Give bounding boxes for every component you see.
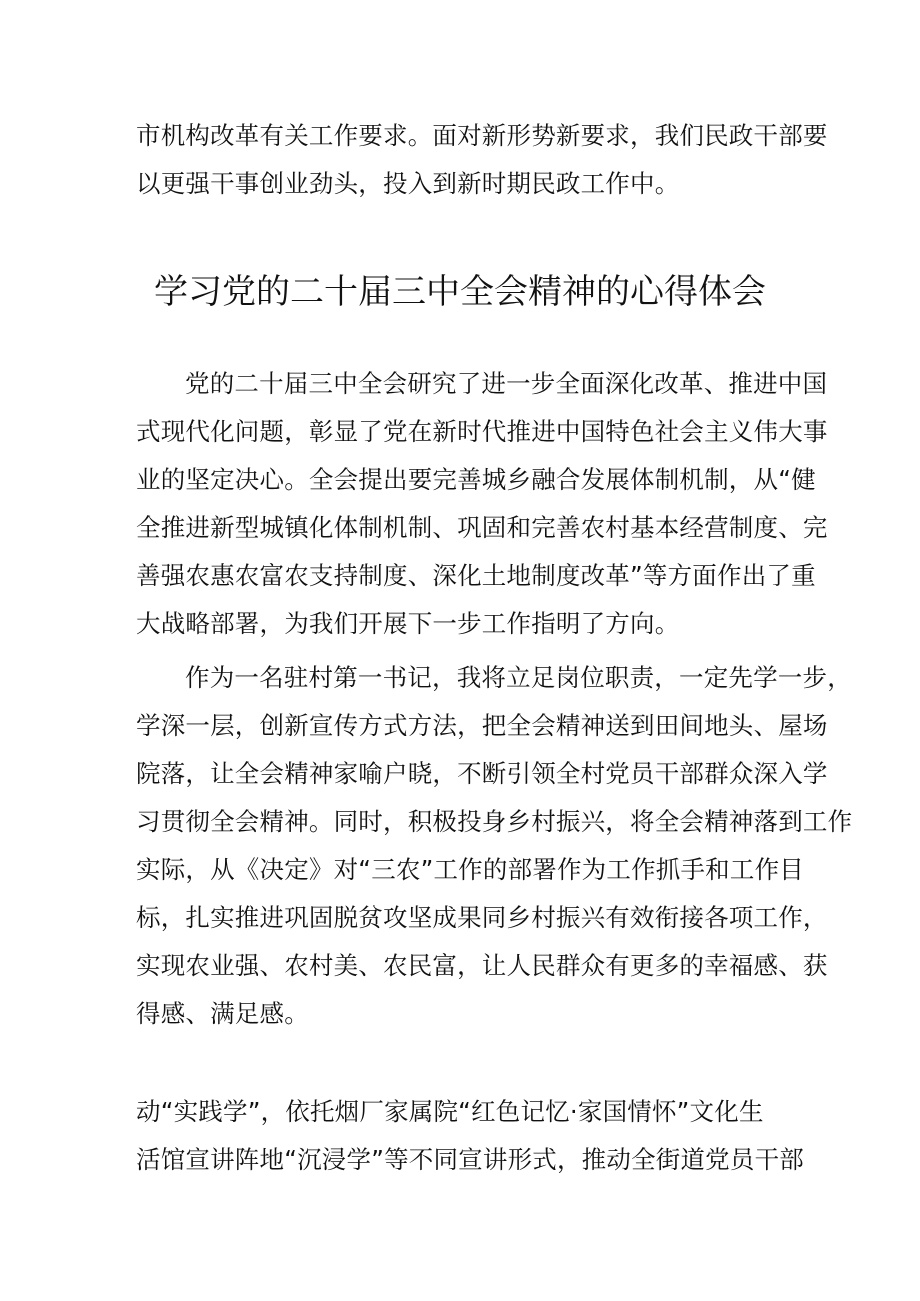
- text-line: 市机构改革有关工作要求。面对新形势新要求，我们民政干部要: [136, 121, 828, 150]
- text-line: 标，扎实推进巩固脱贫攻坚成果同乡村振兴有效衔接各项工作，: [136, 903, 828, 932]
- text-line: 院落，让全会精神家喻户晓，不断引领全村党员干部群众深入学: [136, 759, 828, 788]
- text-line: 习贯彻全会精神。同时，积极投身乡村振兴，将全会精神落到工作: [136, 807, 853, 836]
- text-line: 作为一名驻村第一书记，我将立足岗位职责，一定先学一步，: [185, 663, 852, 692]
- text-line: 式现代化问题，彰显了党在新时代推进中国特色社会主义伟大事: [136, 417, 828, 446]
- text-line: 全推进新型城镇化体制机制、巩固和完善农村基本经营制度、完: [136, 513, 828, 542]
- top-fragment: [136, 112, 828, 208]
- text-line: 大战略部署，为我们开展下一步工作指明了方向。: [136, 609, 680, 638]
- text-line: 实际，从《决定》对“三农”工作的部署作为工作抓手和工作目: [136, 855, 804, 884]
- text-line: 得感、满足感。: [136, 999, 309, 1028]
- text-line: 以更强干事创业劲头，投入到新时期民政工作中。: [136, 169, 680, 198]
- text-line: 党的二十届三中全会研究了进一步全面深化改革、推进中国: [185, 369, 828, 398]
- paragraph-1: [136, 360, 828, 648]
- text-line: 活馆宣讲阵地“沉浸学”等不同宣讲形式，推动全街道党员干部: [136, 1145, 804, 1174]
- text-line: 实现农业强、农村美、农民富，让人民群众有更多的幸福感、获: [136, 951, 828, 980]
- text-line: 善强农惠农富农支持制度、深化土地制度改革”等方面作出了重: [136, 561, 816, 590]
- text-line: 业的坚定决心。全会提出要完善城乡融合发展体制机制，从“健: [136, 465, 816, 494]
- article-title: 学习党的二十届三中全会精神的心得体会: [154, 272, 766, 312]
- text-line: 学深一层，创新宣传方式方法，把全会精神送到田间地头、屋场: [136, 711, 828, 740]
- bottom-fragment: [136, 1088, 804, 1184]
- text-line: 动“实践学”，依托烟厂家属院“红色记忆·家国情怀”文化生: [136, 1097, 764, 1126]
- paragraph-2: [136, 654, 853, 1038]
